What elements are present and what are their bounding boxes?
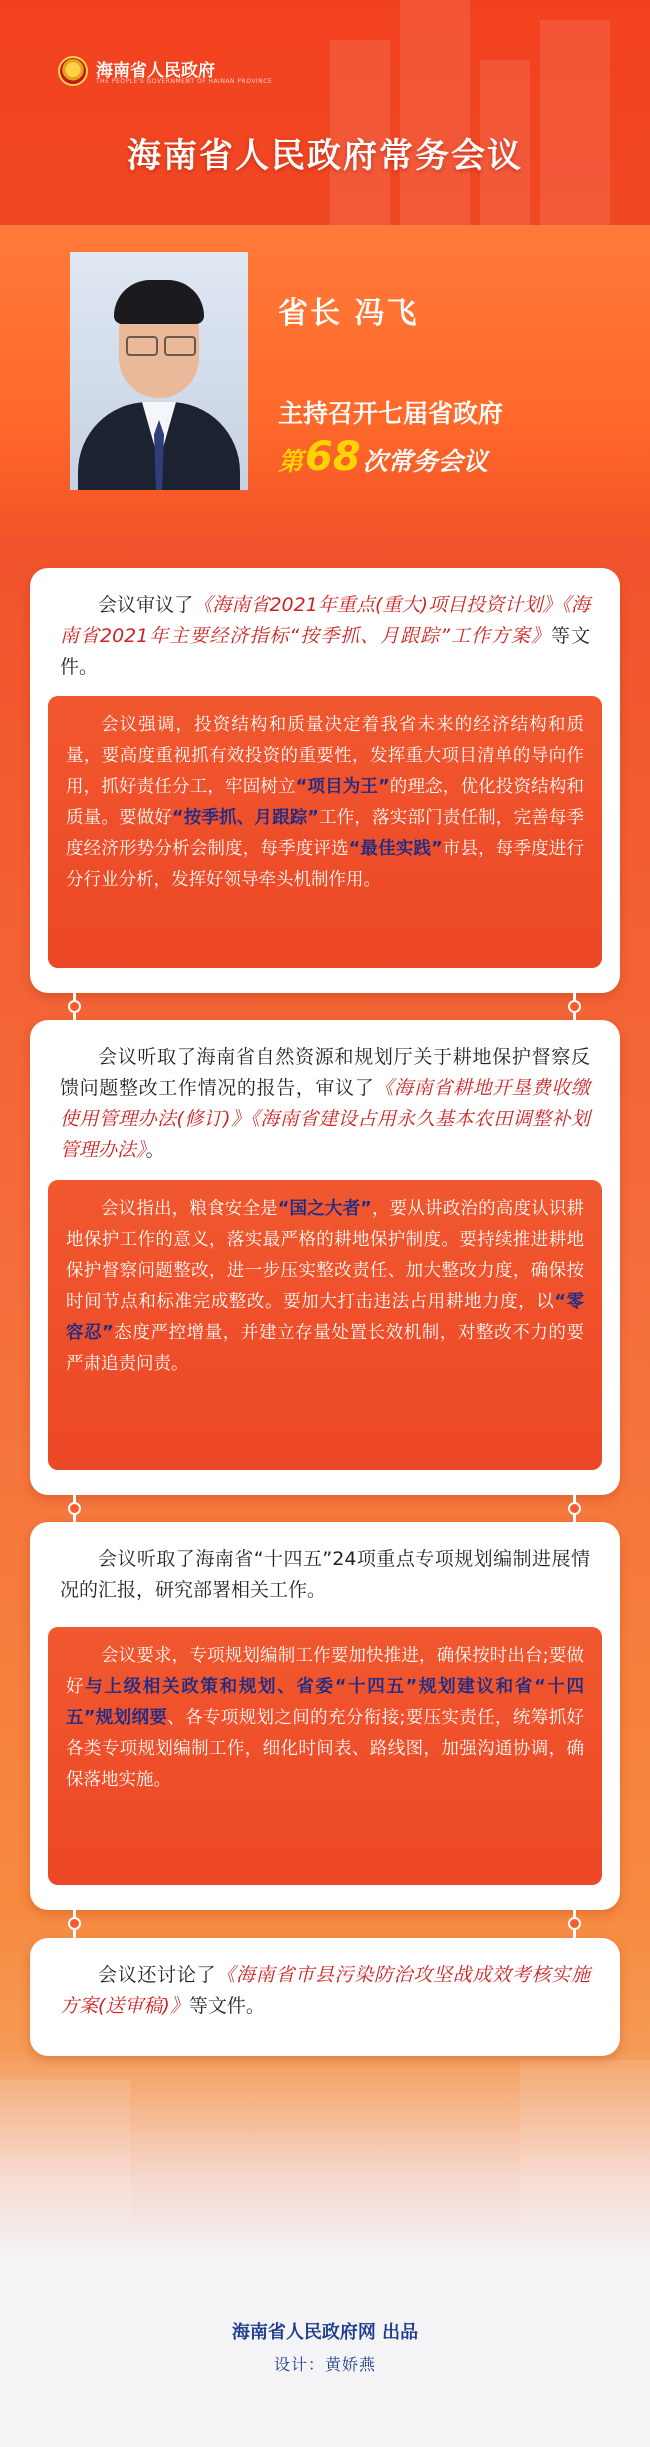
connector-dot <box>568 1502 581 1515</box>
bg-decoration <box>0 2080 130 2220</box>
summary-tail: 。 <box>145 1139 165 1161</box>
document-titles: 《海南省2021年重点(重大)项目投资计划》《海南省2021年主要经济指标“按季抓、月跟踪”工作方案》 <box>60 594 590 647</box>
connector-dot <box>568 1000 581 1013</box>
detail-highlight: “最佳实践” <box>348 839 443 859</box>
national-emblem-icon <box>58 56 88 86</box>
summary-tail: 等文件。 <box>188 1995 265 2017</box>
detail-text: 、各专项规划之间的充分衔接;要压实责任，统筹抓好各类专项规划编制工作，细化时间表、路线图，加强沟通协调，确保落地实施。 <box>66 1708 584 1790</box>
session-prefix: 第 <box>278 447 304 476</box>
detail-highlight: “按季抓、月跟踪” <box>172 808 319 828</box>
session-number: 68 <box>305 434 361 480</box>
bg-decoration <box>520 2060 650 2220</box>
session-suffix: 次常务会议 <box>362 447 488 476</box>
agenda-card-2 <box>30 1020 620 1495</box>
host-line: 主持召开七届省政府 <box>278 399 504 428</box>
agenda-detail <box>48 696 602 896</box>
bg-decoration <box>540 20 610 230</box>
bg-decoration <box>400 0 470 230</box>
detail-text: 工作，落实部门责任制，完善每季度经济形势分析会制度，每季度评选 <box>66 808 584 859</box>
agenda-detail-box <box>48 1627 602 1885</box>
document-titles: 《海南省耕地开垦费收缴使用管理办法(修订)》《海南省建设占用永久基本农田调整补划管理办法》 <box>60 1077 590 1161</box>
connector-dot <box>568 1917 581 1930</box>
detail-text: 会议要求，专项规划编制工作要加快推进，确保按时出台;要做好 <box>66 1646 584 1697</box>
agenda-summary <box>30 568 620 683</box>
summary-lead: 会议审议了 <box>98 594 194 616</box>
agenda-detail-box <box>48 696 602 968</box>
detail-text: 会议指出，粮食安全是 <box>101 1199 278 1219</box>
detail-highlight: “国之大者” <box>277 1199 372 1219</box>
agenda-detail <box>48 1180 602 1380</box>
footer-credit: 海南省人民政府网 出品 <box>231 2322 419 2343</box>
governor-photo <box>70 252 248 490</box>
agenda-card-3 <box>30 1522 620 1910</box>
agenda-summary <box>30 1522 620 1606</box>
detail-text: ，要从讲政治的高度认识耕地保护工作的意义，落实最严格的耕地保护制度。要持续推进耕地保护督察问题整改，进一步压实整改责任、加大整改力度，确保按时间节点和标准完成整改。要加大打击违法占用耕地力度，以 <box>66 1199 585 1312</box>
agenda-summary <box>30 1020 620 1166</box>
footer-designer: 设计：黄娇燕 <box>273 2355 376 2374</box>
summary-lead: 会议听取了海南省自然资源和规划厅关于耕地保护督察反馈问题整改工作情况的报告，审议了 <box>60 1046 590 1099</box>
detail-text: 市县，每季度进行分行业分析，发挥好领导牵头机制作用。 <box>66 839 584 890</box>
governor-name: 省长 冯飞 <box>278 296 419 331</box>
brand-subtitle: THE PEOPLE'S GOVERNMENT OF HAINAN PROVINCE <box>96 78 273 85</box>
connector-dot <box>68 1502 81 1515</box>
agenda-card-1 <box>30 568 620 993</box>
connector-dot <box>68 1917 81 1930</box>
document-titles: 《海南省市县污染防治攻坚战成效考核实施方案(送审稿)》 <box>60 1964 590 2017</box>
agenda-detail-box <box>48 1180 602 1470</box>
page-title: 海南省人民政府常务会议 <box>127 136 523 176</box>
summary-lead: 会议还讨论了 <box>98 1964 217 1986</box>
session-line <box>278 434 488 480</box>
brand-name: 海南省人民政府 <box>96 61 215 81</box>
agenda-detail <box>48 1627 602 1796</box>
agenda-summary <box>30 1938 620 2022</box>
connector-dot <box>68 1000 81 1013</box>
detail-highlight: “项目为王” <box>295 777 390 797</box>
detail-highlight: “零容忍” <box>66 1292 584 1343</box>
summary-tail: 等文件。 <box>60 625 590 678</box>
agenda-card-4 <box>30 1938 620 2056</box>
detail-text: 的理念，优化投资结构和质量。要做好 <box>66 777 584 828</box>
detail-text: 会议强调，投资结构和质量决定着我省未来的经济结构和质量，要高度重视抓有效投资的重要性，发挥重大项目清单的导向作用，抓好责任分工，牢固树立 <box>66 715 584 797</box>
detail-highlight: 与上级相关政策和规划、省委“十四五”规划建议和省“十四五”规划纲要 <box>66 1677 584 1728</box>
detail-text: 态度严控增量，并建立存量处置长效机制，对整改不力的要严肃追责问责。 <box>66 1323 584 1374</box>
summary-lead: 会议听取了海南省“十四五”24项重点专项规划编制进展情况的汇报，研究部署相关工作。 <box>60 1548 590 1601</box>
